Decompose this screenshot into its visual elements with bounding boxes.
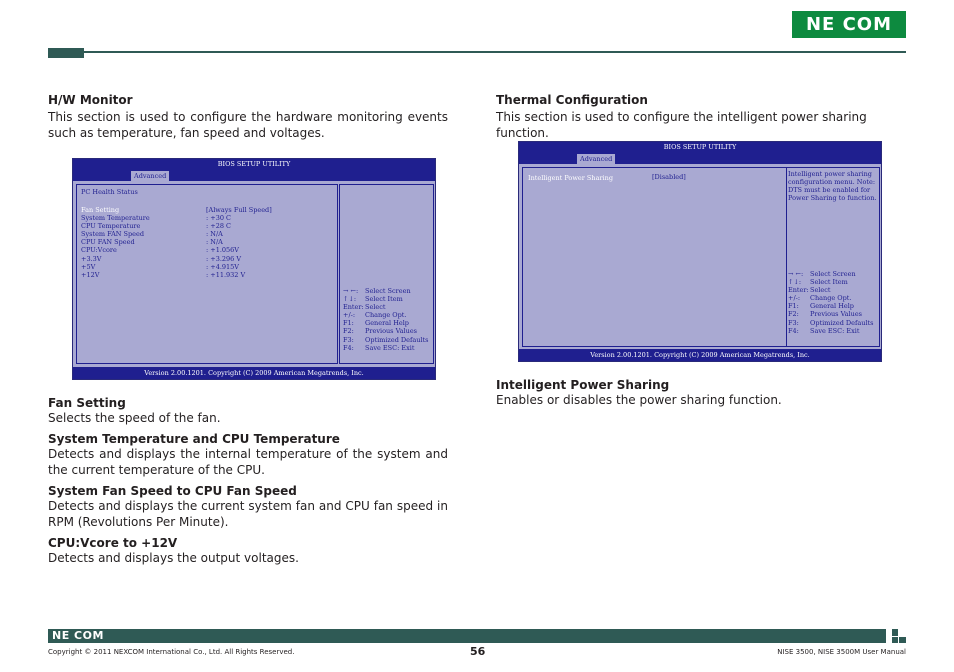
key-row — [343, 311, 428, 319]
setting-value: : N/A — [206, 230, 223, 239]
footer-square-icon — [892, 637, 898, 643]
key-name: +/-: — [343, 311, 356, 320]
bios-footer: Version 2.00.1201. Copyright (C) 2009 American Megatrends, Inc. — [73, 367, 435, 379]
setting-row — [81, 255, 272, 263]
key-desc: Optimized Defaults — [810, 318, 874, 327]
vcore-heading: CPU:Vcore to +12V — [48, 536, 178, 550]
key-name: ↑↓: — [788, 278, 802, 287]
help-text — [788, 170, 877, 202]
setting-row — [81, 238, 272, 246]
setting-value: : +4.915V — [206, 262, 240, 271]
key-row — [788, 310, 873, 318]
setting-label: System FAN Speed — [81, 230, 145, 239]
key-desc: Previous Values — [365, 327, 417, 336]
key-desc: Select Item — [365, 295, 403, 304]
bios-tabbar — [519, 153, 881, 164]
footer-logo: NE COM — [52, 629, 104, 642]
fan-speed-desc: Detects and displays the current system fan and CPU fan speed in RPM (Revolutions Per Minute). — [48, 499, 448, 529]
settings-list — [81, 206, 272, 279]
key-desc: Change Opt. — [810, 294, 852, 303]
setting-value: : +28 C — [206, 222, 232, 231]
sys-temp-heading: System Temperature and CPU Temperature — [48, 432, 340, 446]
key-name: F3: — [343, 335, 354, 344]
key-desc: Optimized Defaults — [365, 335, 429, 344]
setting-row — [81, 246, 272, 254]
key-desc: General Help — [810, 302, 854, 311]
setting-label: +12V — [81, 270, 100, 279]
setting-row — [81, 222, 272, 230]
tab-advanced: Advanced — [577, 154, 615, 164]
key-name: ↑↓: — [343, 295, 357, 304]
thermal-desc: This section is used to configure the intelligent power sharing function. — [496, 110, 867, 140]
setting-value: : +30 C — [206, 214, 232, 223]
setting-value: : +11.932 V — [206, 270, 246, 279]
hw-monitor-heading: H/W Monitor — [48, 93, 133, 107]
key-name: → ←: — [788, 270, 804, 278]
bios-tabbar — [73, 170, 435, 181]
key-name: F4: — [343, 343, 354, 352]
setting-value: [Disabled] — [652, 173, 686, 181]
ips-desc: Enables or disables the power sharing function. — [496, 393, 782, 407]
bios-main-pane — [76, 184, 338, 364]
bios-help-pane — [339, 184, 434, 364]
setting-label: CPU Temperature — [81, 222, 141, 231]
fan-setting-desc: Selects the speed of the fan. — [48, 411, 221, 425]
setting-value: : N/A — [206, 238, 223, 247]
key-desc: Select — [810, 286, 831, 295]
bios-title: BIOS SETUP UTILITY — [73, 159, 435, 170]
section-title: PC Health Status — [81, 188, 138, 196]
header-accent-block — [48, 48, 84, 58]
key-row — [788, 327, 873, 335]
bios-footer: Version 2.00.1201. Copyright (C) 2009 American Megatrends, Inc. — [519, 349, 881, 361]
setting-value: : +3.296 V — [206, 254, 242, 263]
tab-advanced: Advanced — [131, 171, 169, 181]
bios-main-pane — [522, 167, 787, 347]
setting-row — [81, 271, 272, 279]
key-legend — [788, 270, 873, 335]
sys-temp-desc: Detects and displays the internal temperature of the system and the current temperature of the CPU. — [48, 447, 448, 477]
setting-label: System Temperature — [81, 214, 150, 223]
setting-label: CPU FAN Speed — [81, 238, 135, 247]
key-name: → ←: — [343, 287, 359, 295]
key-name: F2: — [343, 327, 354, 336]
logo-text: NE COM — [805, 14, 893, 35]
help-line: Power Sharing to function. — [788, 194, 877, 203]
key-name: F2: — [788, 310, 799, 319]
key-row — [788, 286, 873, 294]
key-row — [343, 295, 428, 303]
help-line: configuration menu. Note: — [788, 178, 876, 187]
footer-square-icon — [892, 629, 898, 636]
key-name: F1: — [788, 302, 799, 311]
key-name: +/-: — [788, 294, 801, 303]
key-row — [788, 319, 873, 327]
page-number: 56 — [470, 645, 486, 658]
key-row — [343, 319, 428, 327]
help-line: DTS must be enabled for — [788, 186, 871, 195]
setting-label: Fan Setting — [81, 206, 120, 214]
fan-setting-heading: Fan Setting — [48, 396, 126, 410]
help-line: Intelligent power sharing — [788, 170, 872, 178]
bios-title: BIOS SETUP UTILITY — [519, 142, 881, 153]
bios-help-pane — [786, 167, 880, 347]
key-row — [343, 336, 428, 344]
header-rule — [84, 51, 906, 53]
key-row — [788, 278, 873, 286]
key-name: F4: — [788, 326, 799, 335]
key-row — [343, 327, 428, 335]
key-desc: Save ESC: Exit — [810, 326, 860, 335]
key-row — [788, 302, 873, 310]
setting-value: [Always Full Speed] — [206, 206, 272, 214]
key-desc: General Help — [365, 319, 409, 328]
bios-body — [519, 164, 881, 349]
key-desc: Select — [365, 303, 386, 312]
key-row — [788, 270, 873, 278]
vcore-desc: Detects and displays the output voltages. — [48, 551, 299, 565]
manual-title: NISE 3500, NISE 3500M User Manual — [777, 648, 906, 656]
key-row — [343, 287, 428, 295]
copyright-text: Copyright © 2011 NEXCOM International Co., Ltd. All Rights Reserved. — [48, 648, 295, 656]
key-legend — [343, 287, 428, 352]
key-desc: Save ESC: Exit — [365, 343, 415, 352]
setting-label: Intelligent Power Sharing — [528, 174, 613, 182]
key-row — [343, 344, 428, 352]
setting-row — [81, 214, 272, 222]
nexcom-logo — [792, 11, 906, 38]
key-name: F1: — [343, 319, 354, 328]
key-desc: Previous Values — [810, 310, 862, 319]
key-desc: Change Opt. — [365, 311, 407, 320]
bios-screenshot-thermal — [518, 141, 882, 362]
setting-label: CPU:Vcore — [81, 246, 117, 255]
setting-label: +3.3V — [81, 254, 102, 263]
key-name: F3: — [788, 318, 799, 327]
setting-row — [81, 230, 272, 238]
key-row — [343, 303, 428, 311]
key-name: Enter: — [788, 286, 809, 295]
bios-screenshot-hw-monitor — [72, 158, 436, 380]
setting-row — [81, 263, 272, 271]
setting-value: : +1.056V — [206, 246, 240, 255]
setting-row — [81, 206, 272, 214]
key-desc: Select Screen — [365, 287, 411, 295]
fan-speed-heading: System Fan Speed to CPU Fan Speed — [48, 484, 297, 498]
key-name: Enter: — [343, 303, 364, 312]
key-row — [788, 294, 873, 302]
footer-square-icon — [899, 637, 906, 643]
footer-bar — [48, 629, 886, 643]
key-desc: Select Item — [810, 278, 848, 287]
bios-body — [73, 181, 435, 367]
hw-monitor-desc: This section is used to configure the hardware monitoring events such as temperature, fan speed and voltages. — [48, 110, 448, 140]
key-desc: Select Screen — [810, 270, 856, 278]
thermal-heading: Thermal Configuration — [496, 93, 648, 107]
setting-label: +5V — [81, 262, 96, 271]
ips-heading: Intelligent Power Sharing — [496, 378, 670, 392]
